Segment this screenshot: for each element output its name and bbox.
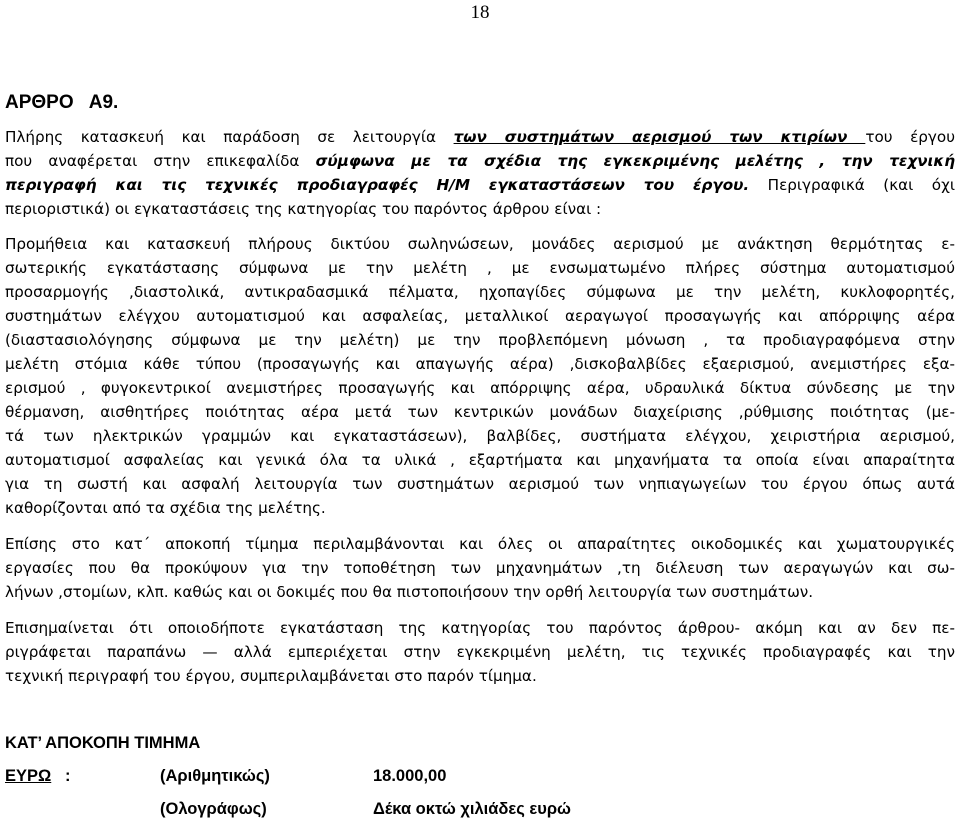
intro-line-1 <box>5 125 955 149</box>
specs-emphasis: περιγραφή και τις τεχνικές προδιαγραφές Η/Μ εγκαταστάσεων του έργου. <box>5 176 750 194</box>
paragraph3-line: τεχνική περιγραφή του έργου, συμπεριλαμβάνεται στο παρόν τίμημα. <box>5 667 537 685</box>
paragraph1-line: προσαρμογής ,διαστολικά, αντικραδασμικά πέλματα, ηχοπαγίδες σύμφωνα με την μελέτη, κυκλοφορητές, <box>5 283 955 301</box>
article-title: ΑΡΘΡΟ Α9. <box>5 92 119 113</box>
intro-text: που αναφέρεται στην επικεφαλίδα <box>5 152 316 170</box>
intro-text: Πλήρης κατασκευή και παράδοση σε λειτουργία <box>5 128 454 146</box>
numeric-label: (Αριθμητικώς) <box>160 767 270 785</box>
paragraph2-line: λήνων ,στομίων, κλπ. καθώς και οι δοκιμές που θα πιστοποιήσουν την ορθή λειτουργία των συστημάτων. <box>5 583 814 601</box>
price-numeric-row <box>5 767 955 791</box>
design-emphasis: σύμφωνα με τα σχέδια της εγκεκριμένης μελέτης , την τεχνική <box>315 152 955 170</box>
paragraph1-line: συστημάτων ελέγχου αυτοματισμού και ασφαλείας, μεταλλικοί αεραγωγοί προσαγωγής και απόρριψης αέρα <box>5 307 955 325</box>
paragraph3-line: ριγράφεται παραπάνω — αλλά εμπεριέχεται στην εγκεκριμένη μελέτη, τις τεχνικές προδιαγραφές και την <box>5 643 955 661</box>
intro-line-2 <box>5 149 955 173</box>
paragraph2-line: Επίσης στο κατ΄ αποκοπή τίμημα περιλαμβάνονται και όλες οι απαραίτητες οικοδομικές και χωματουργικές <box>5 535 955 553</box>
currency-colon: : <box>65 767 71 785</box>
currency-label: ΕΥΡΩ <box>5 767 52 785</box>
paragraph1-line: θέρμανση, αισθητήρες ποιότητας αέρα μετά των κεντρικών μονάδων διαχείρισης ,ρύθμισης ποιότητας (με- <box>5 403 955 421</box>
price-heading: ΚΑΤ’ ΑΠΟΚΟΠΗ ΤΙΜΗΜΑ <box>5 734 201 752</box>
price-words-row <box>5 800 955 824</box>
paragraph1-line: ερισμού , φυγοκεντρικοί ανεμιστήρες προσαγωγής και απόρριψης αέρα, υδραυλικά δίκτυα σύνδεσης με την <box>5 379 955 397</box>
paragraph1-line: καθορίζονται από τα σχέδια της μελέτης. <box>5 499 326 517</box>
paragraph3-line: Επισημαίνεται ότι οποιοδήποτε εγκατάσταση της κατηγορίας του παρόντος άρθρου- ακόμη και αν δεν πε- <box>5 619 955 637</box>
paragraph1-line: τά των ηλεκτρικών γραμμών και εγκαταστάσεων), βαλβίδες, συστήματα ελέγχου, χειριστήρια αερισμού, <box>5 427 955 445</box>
intro-text: του έργου <box>865 128 955 146</box>
paragraph1-line: για τη σωστή και ασφαλή λειτουργία των συστημάτων αερισμού των νηπιαγωγείων του έργου όπως αυτά <box>5 475 955 493</box>
intro-line-4: περιοριστικά) οι εγκαταστάσεις της κατηγορίας του παρόντος άρθρου είναι : <box>5 200 602 218</box>
words-value: Δέκα οκτώ χιλιάδες ευρώ <box>373 800 571 818</box>
numeric-value: 18.000,00 <box>373 767 447 785</box>
paragraph2-line: εργασίες που θα προκύψουν για την τοποθέτηση των μηχανημάτων ,τη διέλευση των αεραγωγών και σω- <box>5 559 955 577</box>
paragraph1-line: αυτοματισμοί ασφαλείας και γενικά όλα τα υλικά , εξαρτήματα και μηχανήματα τα οποία είναι απαραίτητα <box>5 451 955 469</box>
systems-emphasis: των συστημάτων αερισμού των κτιρίων <box>453 128 866 146</box>
page-number: 18 <box>470 2 490 23</box>
intro-text: Περιγραφικά (και όχι <box>749 176 955 194</box>
paragraph1-line: (διαστασιολόγησης σύμφωνα με την μελέτη) με την προβλεπόμενη μόνωση , τα προδιαγραφόμενα στην <box>5 331 955 349</box>
paragraph1-line: Προμήθεια και κατασκευή πλήρους δικτύου σωληνώσεων, μονάδες αερισμού με ανάκτηση θερμότητας ε- <box>5 235 955 253</box>
paragraph1-line: σωτερικής εγκατάστασης σύμφωνα με την μελέτη , με ενσωματωμένο πλήρες σύστημα αυτοματισμού <box>5 259 955 277</box>
paragraph1-line: μελέτη στόμια κάθε τύπου (προσαγωγής και απαγωγής αέρα) ,δισκοβαλβίδες εξαερισμού, ανεμιστήρες εξα- <box>5 355 955 373</box>
intro-line-3 <box>5 173 955 197</box>
words-label: (Ολογράφως) <box>160 800 267 818</box>
